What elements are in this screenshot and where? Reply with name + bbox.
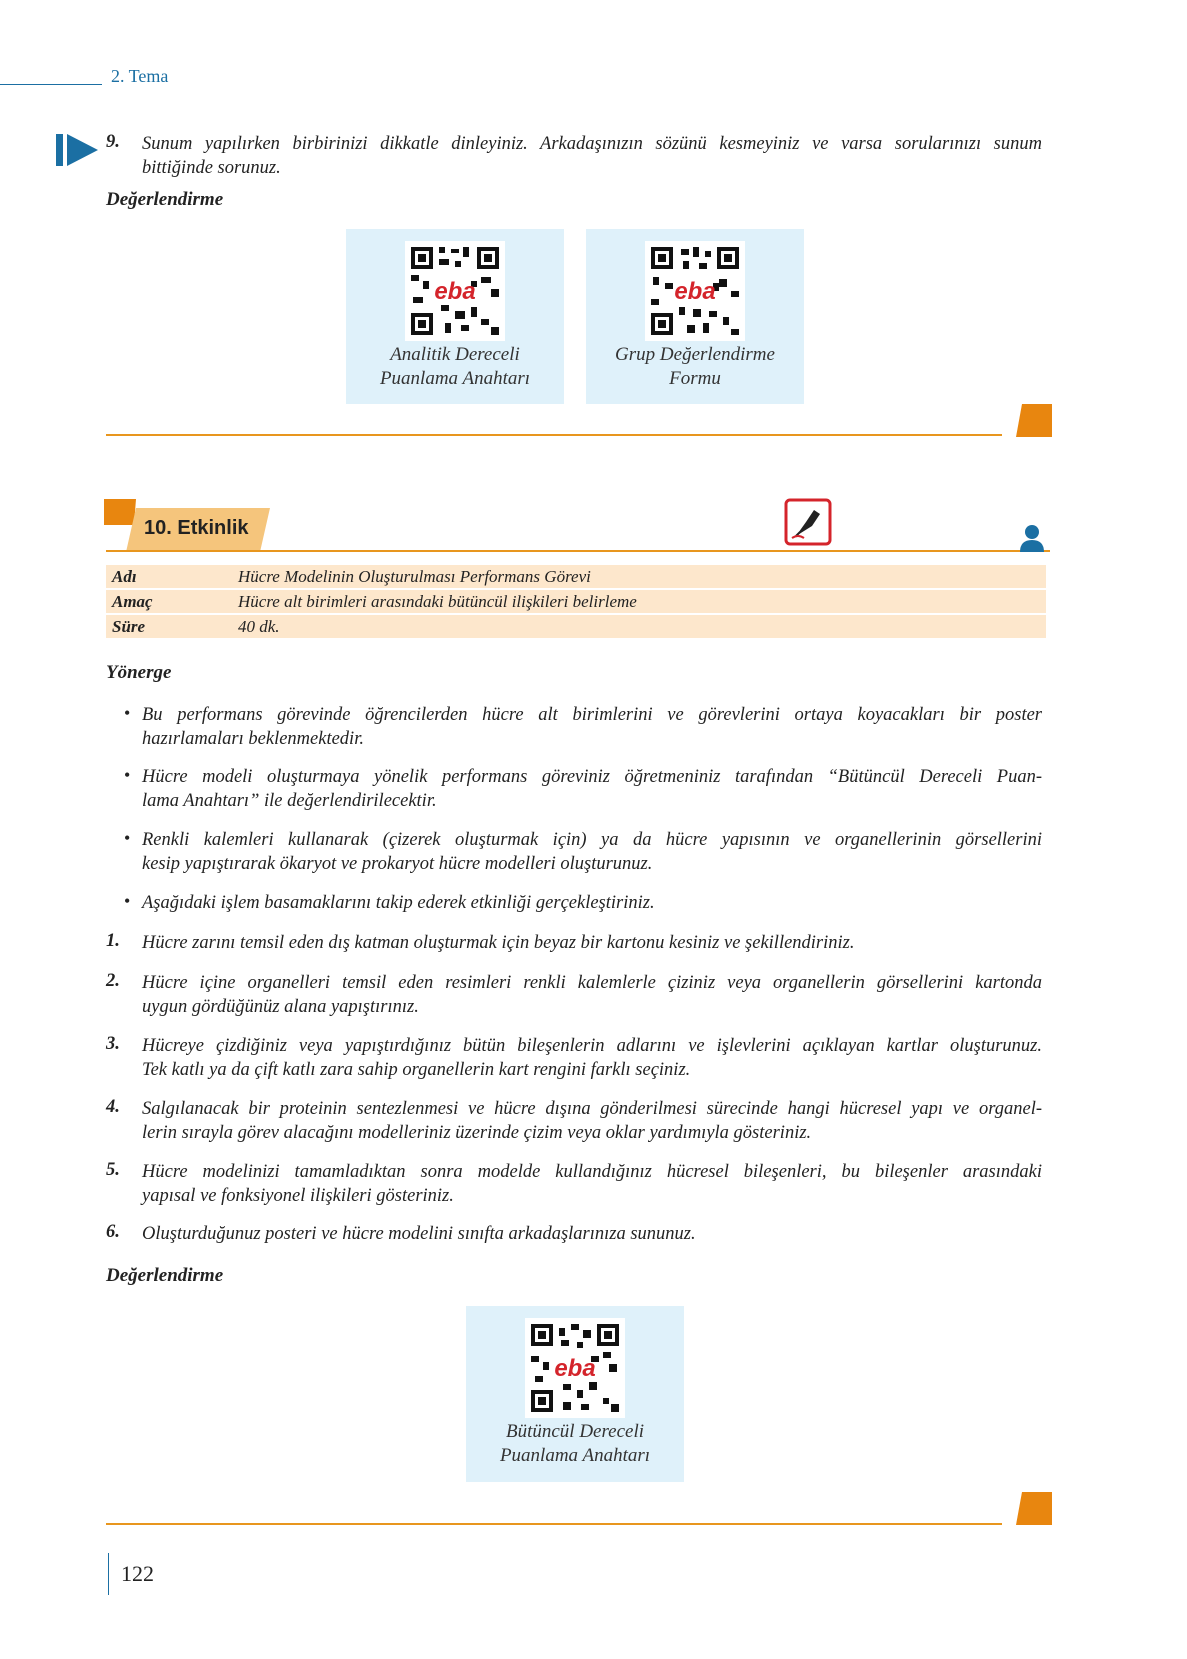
header-rule (0, 84, 102, 85)
qr-caption (346, 343, 564, 391)
qr-caption-line2: Puanlama Anahtarı (499, 1445, 651, 1466)
qr-caption (586, 343, 804, 391)
section-divider (106, 434, 1002, 436)
info-key: Amaç (106, 590, 232, 613)
table-row (106, 590, 1046, 613)
qr-card-grup[interactable] (586, 229, 804, 404)
evaluation-heading: Değerlendirme (106, 1265, 224, 1286)
list-item-line2: kesip yapıştırarak ökaryot ve prokaryot hücre modelleri oluşturunuz. (142, 854, 653, 874)
info-value: Hücre alt birimleri arasındaki bütüncül ilişkileri belirleme (232, 590, 1046, 613)
step-item (142, 1222, 1042, 1246)
step-item (142, 1034, 1042, 1082)
eba-logo: eba (674, 278, 716, 305)
step-line1: Hücre zarını temsil eden dış katman oluşturmak için beyaz bir kartonu kesiniz ve şekillendiriniz. (142, 933, 855, 953)
page-number: 122 (121, 1561, 154, 1586)
step-item (142, 1160, 1042, 1208)
qr-code-icon (525, 1318, 625, 1418)
item-9-line1: Sunum yapılırken birbirinizi dikkatle dinleyiniz. Arkadaşınızın sözünü kesmeyiniz ve varsa sorularınızı sunum (142, 134, 1042, 154)
list-item (142, 703, 1042, 751)
item-9-number: 9. (106, 132, 120, 152)
step-number: 5. (106, 1160, 120, 1180)
list-item-line1: Bu performans görevinde öğrencilerden hücre alt birimlerini ve görevlerini ortaya koyacakları bir poster (142, 705, 1042, 725)
info-key: Süre (106, 615, 232, 638)
qr-card-analitik[interactable] (346, 229, 564, 404)
list-item (142, 765, 1042, 813)
play-marker-icon (56, 134, 100, 166)
list-item-line1: Renkli kalemleri kullanarak (çizerek oluşturmak için) ya da hücre yapısının ve organellerinin görsellerini (142, 830, 1042, 850)
list-item-line2: hazırlamaları beklenmektedir. (142, 729, 364, 749)
list-item-line1: Aşağıdaki işlem basamaklarını takip ederek etkinliği gerçekleştiriniz. (142, 893, 655, 913)
bullet-icon: • (124, 828, 131, 848)
qr-caption-line1: Analitik Dereceli (390, 344, 520, 365)
step-line2: uygun gördüğünüz alana yapıştırınız. (142, 997, 419, 1017)
eba-logo: eba (434, 278, 476, 305)
list-item (142, 891, 1042, 915)
qr-caption-line1: Bütüncül Dereceli (505, 1421, 645, 1442)
table-row (106, 565, 1046, 588)
chapter-title: 2. Tema (111, 66, 169, 86)
activity-header-rule (106, 550, 1050, 552)
activity-title: 10. Etkinlik (144, 517, 249, 539)
step-line2: yapısal ve fonksiyonel ilişkileri gösteriniz. (142, 1186, 454, 1206)
step-number: 1. (106, 931, 120, 951)
activity-info-table (106, 563, 1046, 640)
qr-card-butuncul[interactable] (466, 1306, 684, 1482)
qr-caption-line1: Grup Değerlendirme (615, 344, 775, 365)
info-value: Hücre Modelinin Oluşturulması Performans Görevi (232, 565, 1046, 588)
table-row (106, 615, 1046, 638)
info-key: Adı (106, 565, 232, 588)
list-item-line1: Hücre modeli oluşturmaya yönelik performans göreviniz öğretmeniniz tarafından “Bütüncül Dereceli Puan- (142, 767, 1042, 787)
step-number: 4. (106, 1097, 120, 1117)
qr-caption-line2: Formu (669, 368, 721, 389)
orange-corner-marker-icon (1016, 1492, 1052, 1525)
step-item (142, 971, 1042, 1019)
page-number-rule (108, 1553, 109, 1595)
step-line1: Hücreye çizdiğiniz veya yapıştırdığınız bütün bileşenlerin adlarını ve işlevlerini açıklayan kartlar oluşturunuz. (142, 1036, 1042, 1056)
step-item (142, 1097, 1042, 1145)
step-number: 6. (106, 1222, 120, 1242)
item-9-line2: bittiğinde sorunuz. (142, 158, 281, 178)
evaluation-heading: Değerlendirme (106, 189, 224, 210)
bullet-icon: • (124, 765, 131, 785)
list-item-line2: lama Anahtarı” ile değerlendirilecektir. (142, 791, 437, 811)
step-line1: Hücre içine organelleri temsil eden resimleri renkli kalemlerle çiziniz veya organellerin görsellerini kartonda (142, 973, 1042, 993)
step-number: 2. (106, 971, 120, 991)
bullet-icon: • (124, 891, 131, 911)
section-divider (106, 1523, 1002, 1525)
eba-logo: eba (554, 1355, 596, 1382)
directive-heading: Yönerge (106, 662, 172, 683)
list-item (142, 828, 1042, 876)
step-number: 3. (106, 1034, 120, 1054)
step-line2: Tek katlı ya da çift katlı zara sahip organellerin kart rengini farklı seçiniz. (142, 1060, 691, 1080)
step-line1: Salgılanacak bir proteinin sentezlenmesi ve hücre dışına gönderilmesi sürecinde hangi hücresel yapı ve organel- (142, 1099, 1042, 1119)
pen-icon (784, 498, 832, 546)
item-9-text (142, 132, 1042, 180)
step-item (142, 931, 1042, 955)
orange-corner-marker-icon (1016, 404, 1052, 437)
step-line1: Oluşturduğunuz posteri ve hücre modelini sınıfta arkadaşlarınıza sununuz. (142, 1224, 696, 1244)
qr-caption (466, 1420, 684, 1468)
info-value: 40 dk. (232, 615, 1046, 638)
bullet-icon: • (124, 703, 131, 723)
qr-code-icon (645, 241, 745, 341)
qr-code-icon (405, 241, 505, 341)
step-line1: Hücre modelinizi tamamladıktan sonra modelde kullandığınız hücresel bileşenleri, bu bileşenler arasındaki (142, 1162, 1042, 1182)
person-icon (1018, 524, 1046, 552)
qr-caption-line2: Puanlama Anahtarı (379, 368, 531, 389)
step-line2: lerin sırayla görev alacağını modelleriniz üzerinde çizim veya oklar yardımıyla gösteriniz. (142, 1123, 812, 1143)
